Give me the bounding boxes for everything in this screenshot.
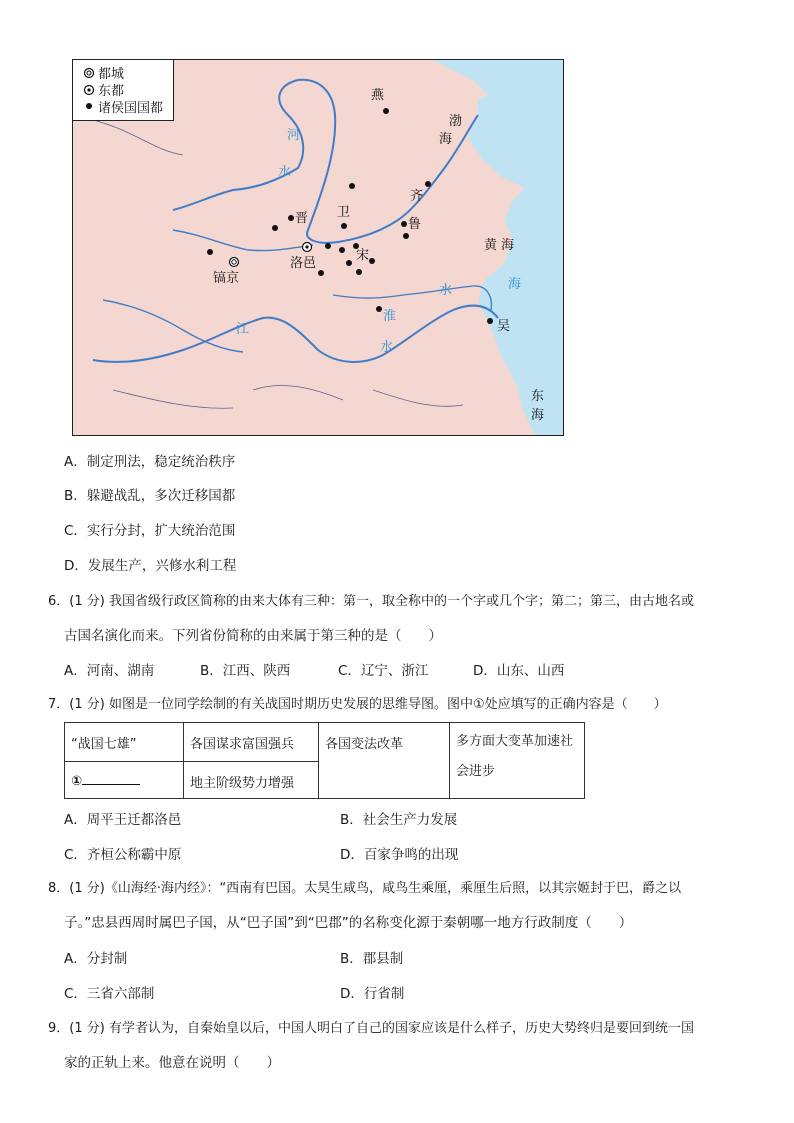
q7-option-c: C．齐桓公称霸中原 — [64, 847, 182, 863]
q6-option-a: A．河南、湖南 — [64, 663, 155, 679]
label-bo: 渤 — [449, 114, 463, 129]
q8-option-b: B．郡县制 — [340, 951, 404, 967]
dot-e — [318, 270, 324, 276]
legend-vassal-label: 诸侯国国都 — [98, 101, 164, 116]
cell-reforms: 各国变法改革 — [319, 723, 450, 799]
dot-lu2 — [403, 233, 409, 239]
dot-wei-north — [349, 183, 355, 189]
map-legend — [73, 60, 174, 121]
q6-stem-line2: 古国名演化而来。下列省份简称的由来属于第三种的是（ ） — [64, 628, 442, 644]
q5-option-d: D．发展生产，兴修水利工程 — [64, 558, 237, 574]
label-yan: 燕 — [371, 88, 385, 103]
dot-jin — [288, 215, 294, 221]
dot-a — [325, 243, 331, 249]
dot-wei — [341, 223, 347, 229]
dot-qi — [425, 181, 431, 187]
legend-capital-icon — [83, 67, 95, 79]
q7-option-a: A．周平王迁都洛邑 — [64, 812, 182, 828]
q6-option-c: C．辽宁、浙江 — [338, 663, 429, 679]
label-jin: 晋 — [295, 211, 309, 226]
dot-g — [376, 306, 382, 312]
label-huanghai: 黄 海 — [484, 238, 515, 253]
legend-vassal-icon — [85, 102, 93, 110]
q7-option-d: D．百家争鸣的出现 — [340, 847, 459, 863]
label-jiang-shui: 水 — [380, 340, 394, 355]
answer-blank — [82, 772, 140, 785]
label-huanghai-hai: 海 — [508, 277, 522, 292]
dot-f — [356, 269, 362, 275]
dot-jin2 — [272, 225, 278, 231]
q6-stem-line1: 6．(1 分) 我国省级行政区简称的由来大体有三种：第一，取全称中的一个字或几个字；第二；第三，由古地名或 — [48, 594, 694, 609]
label-huai: 淮 — [383, 309, 397, 324]
label-he-shui: 水 — [278, 165, 292, 180]
label-huai-shui: 水 — [439, 283, 453, 298]
q8-option-d: D．行省制 — [340, 986, 405, 1002]
dot-haojing-west — [207, 249, 213, 255]
historical-map — [72, 59, 564, 436]
q5-option-b: B．躲避战乱，多次迁移国都 — [64, 488, 236, 504]
dot-b — [339, 247, 345, 253]
dot-lu — [401, 221, 407, 227]
mind-map-table — [64, 722, 585, 799]
q5-option-c: C．实行分封，扩大统治范围 — [64, 523, 236, 539]
q8-option-a: A．分封制 — [64, 951, 128, 967]
label-jiang: 江 — [236, 322, 250, 337]
cell-blank-1: ① — [65, 762, 184, 799]
q5-option-a: A．制定刑法，稳定统治秩序 — [64, 454, 236, 470]
label-he: 河 — [287, 128, 301, 143]
label-donghai-dong: 东 — [531, 389, 545, 404]
dot-song — [369, 258, 375, 264]
cell-warring-states: “战国七雄” — [65, 723, 184, 762]
haojing-symbol — [230, 258, 239, 267]
q9-stem-line1: 9．(1 分) 有学者认为，自秦始皇以后，中国人明白了自己的国家应该是什么样子，历史大势终归是要回到统一国 — [48, 1021, 694, 1036]
legend-east-capital-label: 东都 — [98, 84, 125, 99]
luoyi-symbol-center — [305, 245, 308, 248]
label-haojing: 镐京 — [213, 271, 240, 286]
q8-stem-line1: 8．(1 分)《山海经·海内经》：“西南有巴国。太昊生咸鸟，咸鸟生乘厘，乘厘生后照，以其宗姬封于巴，爵之以 — [48, 881, 682, 896]
legend-capital-label: 都城 — [98, 67, 125, 82]
q8-stem-line2: 子。”忠县西周时属巴子国，从“巴子国”到“巴郡”的名称变化源于秦朝哪一地方行政制度（ ） — [64, 915, 633, 931]
label-qi: 齐 — [410, 189, 424, 204]
label-song: 宋 — [356, 248, 370, 263]
dot-yan — [383, 108, 389, 114]
label-wei: 卫 — [337, 205, 351, 220]
cell-progress: 多方面大变革加速社会进步 — [450, 723, 585, 799]
label-bohai-hai: 海 — [439, 132, 453, 147]
legend-east-capital-icon — [83, 84, 95, 96]
q7-stem: 7．(1 分) 如图是一位同学绘制的有关战国时期历史发展的思维导图。图中①处应填写的正确内容是（ ） — [48, 697, 667, 712]
q6-option-d: D．山东、山西 — [473, 663, 565, 679]
label-lu: 鲁 — [408, 217, 422, 232]
label-wu: 吴 — [497, 319, 511, 334]
cell-landlord: 地主阶级势力增强 — [184, 762, 319, 799]
label-donghai-hai: 海 — [531, 408, 545, 423]
dot-d — [346, 260, 352, 266]
q8-option-c: C．三省六部制 — [64, 986, 155, 1002]
q7-option-b: B．社会生产力发展 — [340, 812, 458, 828]
label-luoyi: 洛邑 — [290, 256, 317, 271]
cell-wealth-strength: 各国谋求富国强兵 — [184, 723, 319, 762]
q9-stem-line2: 家的正轨上来。他意在说明（ ） — [64, 1055, 280, 1071]
dot-wu — [487, 318, 493, 324]
q6-option-b: B．江西、陕西 — [200, 663, 291, 679]
